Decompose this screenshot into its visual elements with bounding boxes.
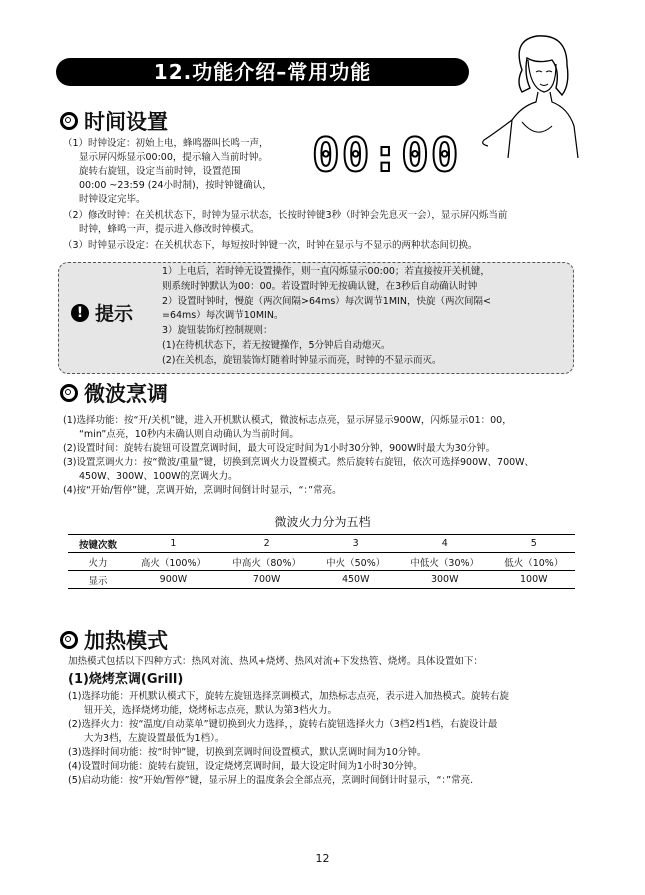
tip-box [58, 262, 574, 374]
title-bar [56, 58, 469, 86]
heating-section-text: (1)选择功能：开机默认模式下，旋转左旋钮选择烹调模式，加热标志点亮，表示进入加热模式。旋转右旋 钮开关，选择烧烤功能，烧烤标志点亮，默认为第3档火力。 (2)选择火力：按“温度/自动菜单”键切换到火力选择，，旋转右旋钮选择火力（3档2档1档，右旋设计最 大为3档，左旋设置最低为1档）。 (3)选择时间功能：按“时钟”键，切换到烹调时间设置模式，默认烹调时间为10分钟。 (4)设置时间功能：旋转右旋钮，设定烧烤烹调时间，最大设定时间为1小时30分钟。 (5)启动功能：按“开始/暂停”键，显示屏上的温度条会全部点亮，烹调时间倒计时显示，“：”常亮. [68, 691, 509, 786]
power-table-title: 微波火力分为五档 [274, 515, 371, 529]
page-title: 12.功能介绍–常用功能 [153, 60, 372, 84]
circle-bullet-icon [60, 631, 78, 649]
table-row: 火力 高火（100%） 中高火（80%） 中火（50%） 中低火（30%） 低火（10%） [68, 553, 575, 571]
time-section-text: （1）时钟设定：初始上电，蜂鸣器叫长鸣一声， 显示屏闪烁显示00:00，提示输入当前时钟。 旋转右旋钮，设定当前时钟，设置范围 00:00 ~23:59 (24小时制)，按时钟键确认， 时钟设定完毕。 （2）修改时钟：在关机状态下，时钟为显示状态，长按时钟键3秒（时钟会先息灭一会），显示屏闪烁当前 时钟，蜂鸣一声，提示进入修改时钟模式。 （3）时钟显示设定：在关机状态下，每短按时钟键一次，时钟在显示与不显示的两种状态间切换。 [63, 138, 508, 251]
circle-bullet-icon [60, 112, 78, 130]
grill-subheading: (1)烧烤烹调(Grill) [68, 672, 184, 687]
tip-label: ! 提示 [71, 299, 133, 326]
circle-bullet-icon [60, 384, 78, 402]
exclamation-icon: ! [71, 304, 89, 322]
table-row: 显示 900W 700W 450W 300W 100W [68, 571, 575, 589]
section-heading-time: 时间设置 [60, 106, 168, 136]
microwave-section-text: (1)选择功能：按“开/关机”键，进入开机默认模式，微波标志点亮，显示屏显示900W，闪烁显示01：00， “min”点亮，10秒内未确认则自动确认为当前时间。 (2)设置时间：旋转右旋钮可设置烹调时间，最大可设定时间为1小时30分钟，900W时最大为30分钟。 (3)设置烹调火力：按“微波/重量”键，切换到烹调火力设置模式。然后旋转右旋钮，依次可选择900W、700W、 450W、300W、100W的烹调火力。 (4)按“开始/暂停”键，烹调开始，烹调时间倒计时显示，“：”常亮。 [63, 415, 535, 496]
clock-display: 00:00 [312, 128, 461, 182]
section-heading-heating: 加热模式 [60, 625, 168, 655]
heating-intro: 加热模式包括以下四种方式：热风对流、热风+烧烤、热风对流+下发热管、烧烤。具体设置如下： [68, 656, 483, 667]
power-table [68, 534, 575, 589]
section-heading-microwave: 微波烹调 [60, 378, 168, 408]
tip-text: 1）上电后，若时钟无设置操作，则一直闪烁显示00:00；若直接按开关机键， 则系统时钟默认为00：00。若设置时钟无按确认键，在3秒后自动确认时钟 2）设置时钟时，慢旋（两次间隔>64ms）每次调节1MIN，快旋（两次间隔< =64ms）每次调节10MIN。 3）旋钮装饰灯控制规则： (1)在待机状态下，若无按键操作，5分钟后自动熄灭。 (2)在关机态，旋钮装饰灯随着时钟显示而亮，时钟的不显示而灭。 [162, 266, 491, 366]
table-row: 按键次数 1 2 3 4 5 [68, 535, 575, 553]
page-number: 12 [315, 852, 330, 865]
